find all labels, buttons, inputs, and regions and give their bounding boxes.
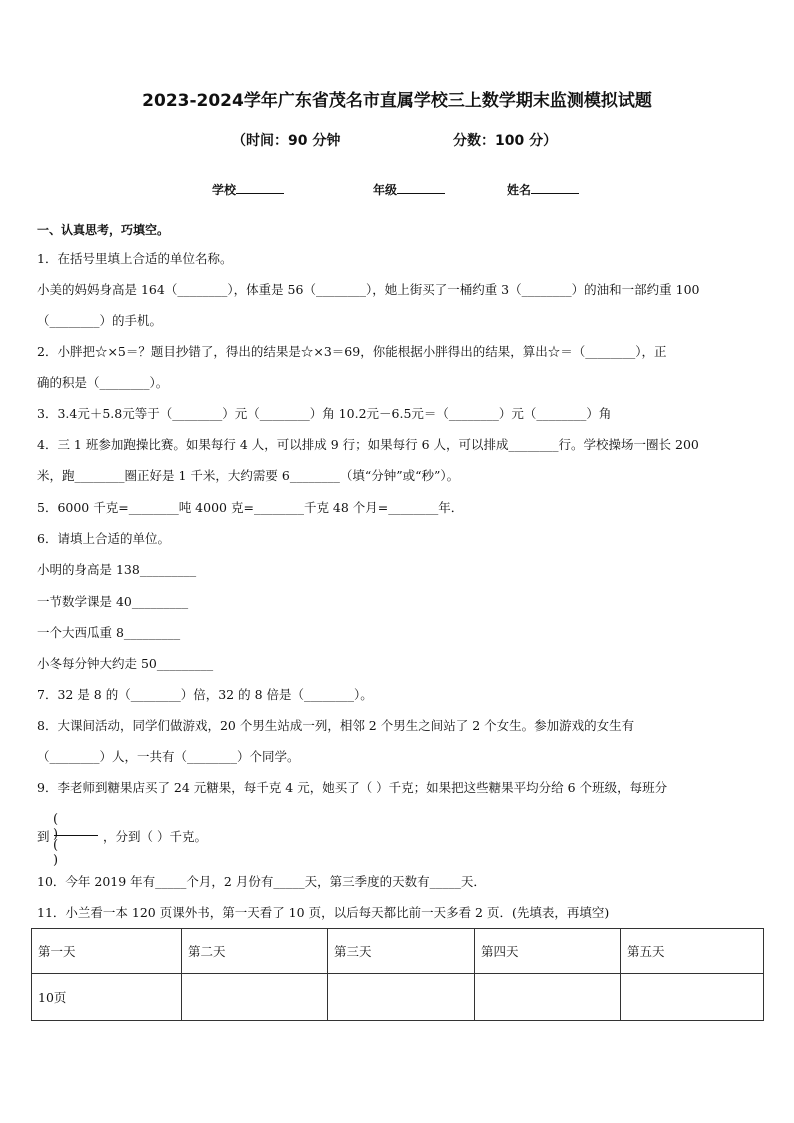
question-8-line-b: （________）人，一共有（________）个同学。 (37, 749, 300, 764)
question-10: 10．今年 2019 年有_____个月，2 月份有_____天，第三季度的天数有_____天． (37, 874, 486, 889)
table-cell-blank[interactable] (475, 974, 621, 1021)
table-row (32, 974, 764, 1021)
table-header-cell: 第三天 (328, 929, 475, 974)
fraction-numerator[interactable]: ( ) (53, 812, 59, 842)
question-4-line-a: 4．三 1 班参加跑操比赛。如果每行 4 人，可以排成 9 行；如果每行 6 人，可以排成________行。学校操场一圈长 200 (37, 437, 699, 452)
table-header-cell: 第一天 (32, 929, 182, 974)
question-1: 1．在括号里填上合适的单位名称。 (37, 251, 233, 266)
fraction-denominator[interactable]: ( ) (53, 838, 59, 868)
question-8-line-a: 8．大课间活动，同学们做游戏，20 个男生站成一列，相邻 2 个男生之间站了 2 个女生。参加游戏的女生有 (37, 718, 635, 733)
question-1-line-a: 小美的妈妈身高是 164（________），体重是 56（________），她上街买了一桶约重 3（________）的油和一部约重 100 (37, 282, 700, 297)
name-blank[interactable] (531, 181, 579, 194)
question-5: 5．6000 千克=________吨 4000 克=________千克 48 个月=________年． (37, 500, 464, 515)
table-header-cell: 第四天 (475, 929, 621, 974)
school-blank[interactable] (236, 181, 284, 194)
exam-title: 2023-2024学年广东省茂名市直属学校三上数学期末监测模拟试题 (142, 91, 652, 111)
question-6-item-c: 一个大西瓜重 8_________ (37, 625, 181, 640)
question-6: 6．请填上合适的单位。 (37, 531, 170, 546)
school-field (212, 181, 284, 198)
grade-field (373, 181, 445, 198)
question-6-item-a: 小明的身高是 138_________ (37, 562, 197, 577)
exam-time: （时间：90 分钟 (232, 133, 341, 149)
question-7: 7．32 是 8 的（________）倍，32 的 8 倍是（________）。 (37, 687, 373, 702)
table-cell: 10页 (32, 974, 182, 1021)
fraction-suffix: ，分到（ ）千克。 (103, 829, 207, 844)
exam-score: 分数：100 分） (453, 133, 558, 149)
name-label: 姓名 (507, 183, 532, 197)
table-cell-blank[interactable] (328, 974, 475, 1021)
section-heading: 一、认真思考，巧填空。 (37, 223, 170, 237)
question-2-line-b: 确的积是（________）。 (37, 375, 169, 390)
question-4-line-b: 米，跑________圈正好是 1 千米，大约需要 6________（填“分钟”或“秒”）。 (37, 468, 460, 483)
grade-label: 年级 (373, 183, 398, 197)
table-header-row (32, 929, 764, 974)
fraction-bar (54, 835, 98, 836)
question-2-line-a: 2．小胖把☆×5＝？题目抄错了，得出的结果是☆×3＝69，你能根据小胖得出的结果，算出☆＝（________），正 (37, 344, 667, 359)
school-label: 学校 (212, 183, 237, 197)
table-cell-blank[interactable] (621, 974, 764, 1021)
question-6-item-d: 小冬每分钟大约走 50_________ (37, 656, 214, 671)
fraction-prefix: 到 (37, 829, 50, 844)
table-header-cell: 第二天 (182, 929, 328, 974)
table-cell-blank[interactable] (182, 974, 328, 1021)
question-1-line-b: （________）的手机。 (37, 313, 163, 328)
question-3: 3．3.4元＋5.8元等于（________）元（________）角 10.2元－6.5元＝（________）元（________）角 (37, 406, 612, 421)
question-6-item-b: 一节数学课是 40_________ (37, 594, 189, 609)
grade-blank[interactable] (397, 181, 445, 194)
question-11: 11．小兰看一本 120 页课外书，第一天看了 10 页，以后每天都比前一天多看 2 页．(先填表，再填空) (37, 905, 610, 920)
reading-table (31, 928, 764, 1021)
question-9-line-a: 9．李老师到糖果店买了 24 元糖果，每千克 4 元，她买了（ ）千克；如果把这些糖果平均分给 6 个班级，每班分 (37, 780, 668, 795)
name-field (507, 181, 579, 198)
table-header-cell: 第五天 (621, 929, 764, 974)
